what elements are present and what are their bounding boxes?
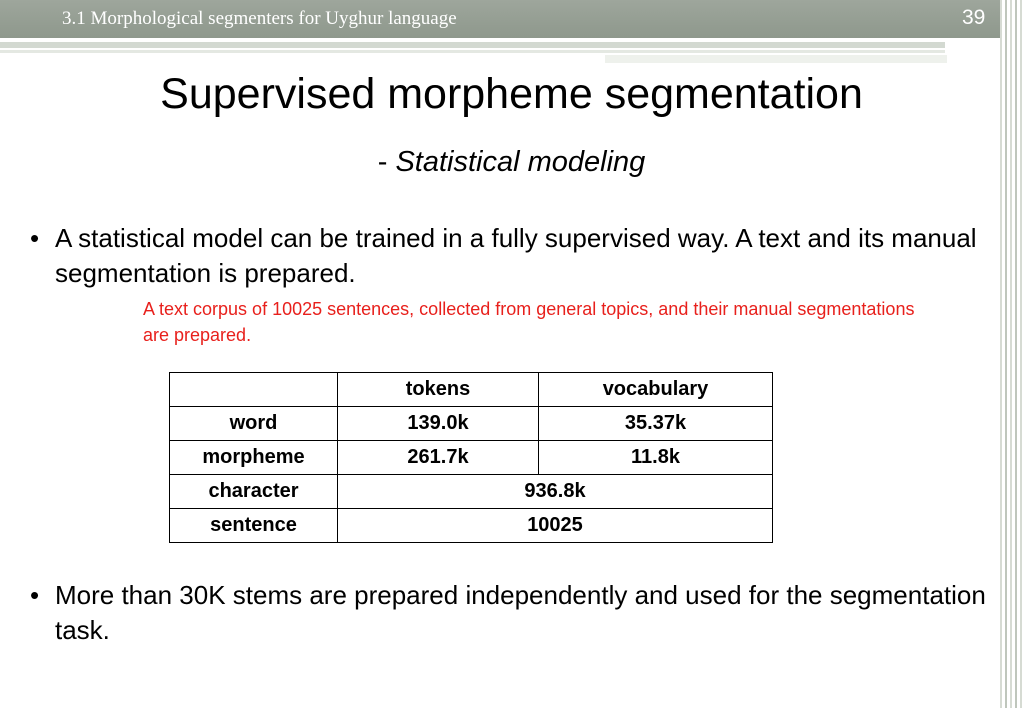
bullet-text: More than 30K stems are prepared independently and used for the segmentation task.	[55, 580, 986, 645]
table-cell: 139.0k	[338, 407, 539, 441]
bullet-item	[30, 221, 990, 291]
table-row	[170, 407, 773, 441]
section-title: 3.1 Morphological segmenters for Uyghur language	[62, 8, 457, 29]
bullet-item	[30, 578, 990, 648]
row-label-cell: word	[170, 407, 338, 441]
table-row	[170, 509, 773, 543]
corpus-note: A text corpus of 10025 sentences, collected from general topics, and their manual segmentations are prepared.	[143, 299, 915, 345]
table-merged-cell: 936.8k	[338, 475, 773, 509]
table-header-row	[170, 373, 773, 407]
header-divider-secondary	[0, 50, 945, 53]
table-header-cell: tokens	[338, 373, 539, 407]
table-cell: 35.37k	[539, 407, 773, 441]
table-merged-cell: 10025	[338, 509, 773, 543]
slide-number: 39	[962, 6, 986, 29]
row-label-cell: character	[170, 475, 338, 509]
table-header-cell	[170, 373, 338, 407]
table-row	[170, 441, 773, 475]
subtitle-dash: -	[377, 146, 388, 178]
bullet-marker: •	[30, 580, 40, 610]
table-cell: 11.8k	[539, 441, 773, 475]
bullet-text: A statistical model can be trained in a fully supervised way. A text and its manual segmentation is prepared.	[55, 223, 977, 288]
row-label-cell: sentence	[170, 509, 338, 543]
row-label-cell: morpheme	[170, 441, 338, 475]
slide-title: Supervised morpheme segmentation	[160, 70, 863, 118]
table-header-cell: vocabulary	[539, 373, 773, 407]
decorative-band	[605, 55, 947, 63]
header-bar	[0, 0, 1000, 38]
slide-subtitle	[0, 144, 1023, 180]
subtitle-text: Statistical modeling	[395, 146, 646, 178]
header-divider	[0, 42, 945, 48]
table-row	[170, 475, 773, 509]
corpus-stats-table	[169, 372, 773, 543]
table-cell: 261.7k	[338, 441, 539, 475]
bullet-marker: •	[30, 223, 40, 253]
